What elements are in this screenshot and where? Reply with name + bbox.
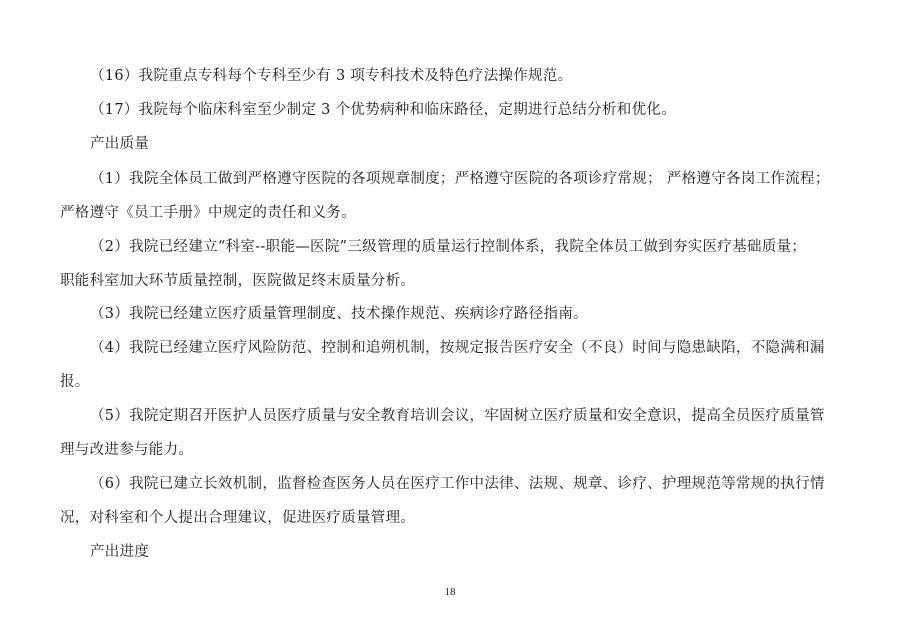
- paragraph-1-line-2: 严格遵守《员工手册》中规定的责任和义务。: [60, 205, 356, 221]
- section-heading-output-progress: 产出进度: [90, 544, 150, 560]
- paragraph-4-line-1: （4）我院已经建立医疗风险防范、控制和追朔机制，按规定报告医疗安全（不良）时间与隐患缺陷，不隐满和漏: [90, 340, 825, 356]
- paragraph-1-line-1: （1）我院全体员工做到严格遵守医院的各项规章制度；严格遵守医院的各项诊疗常规； 严格遵守各岗工作流程；: [90, 171, 830, 187]
- paragraph-3: （3）我院已经建立医疗质量管理制度、技术操作规范、疾病诊疗路径指南。: [90, 306, 588, 322]
- section-heading-output-quality: 产出质量: [90, 136, 150, 152]
- paragraph-2-line-1: （2）我院已经建立“科室--职能—医院”三级管理的质量运行控制体系，我院全体员工做到夯实医疗基础质量；: [90, 239, 807, 255]
- paragraph-4-line-2: 报。: [60, 374, 90, 390]
- page-number: 18: [444, 586, 456, 598]
- paragraph-16: （16）我院重点专科每个专科至少有 3 项专科技术及特色疗法操作规范。: [90, 68, 573, 84]
- paragraph-2-line-2: 职能科室加大环节质量控制，医院做足终末质量分析。: [60, 273, 416, 289]
- paragraph-17: （17）我院每个临床科室至少制定 3 个优势病种和临床路径，定期进行总结分析和优化。: [90, 102, 676, 118]
- paragraph-5-line-2: 理与改进参与能力。: [60, 442, 194, 458]
- paragraph-5-line-1: （5）我院定期召开医护人员医疗质量与安全教育培训会议，牢固树立医疗质量和安全意识，提高全员医疗质量管: [90, 408, 825, 424]
- paragraph-6-line-1: （6）我院已建立长效机制，监督检查医务人员在医疗工作中法律、法规、规章、诊疗、护理规范等常规的执行情: [90, 476, 825, 492]
- paragraph-6-line-2: 况，对科室和个人提出合理建议，促进医疗质量管理。: [60, 510, 416, 526]
